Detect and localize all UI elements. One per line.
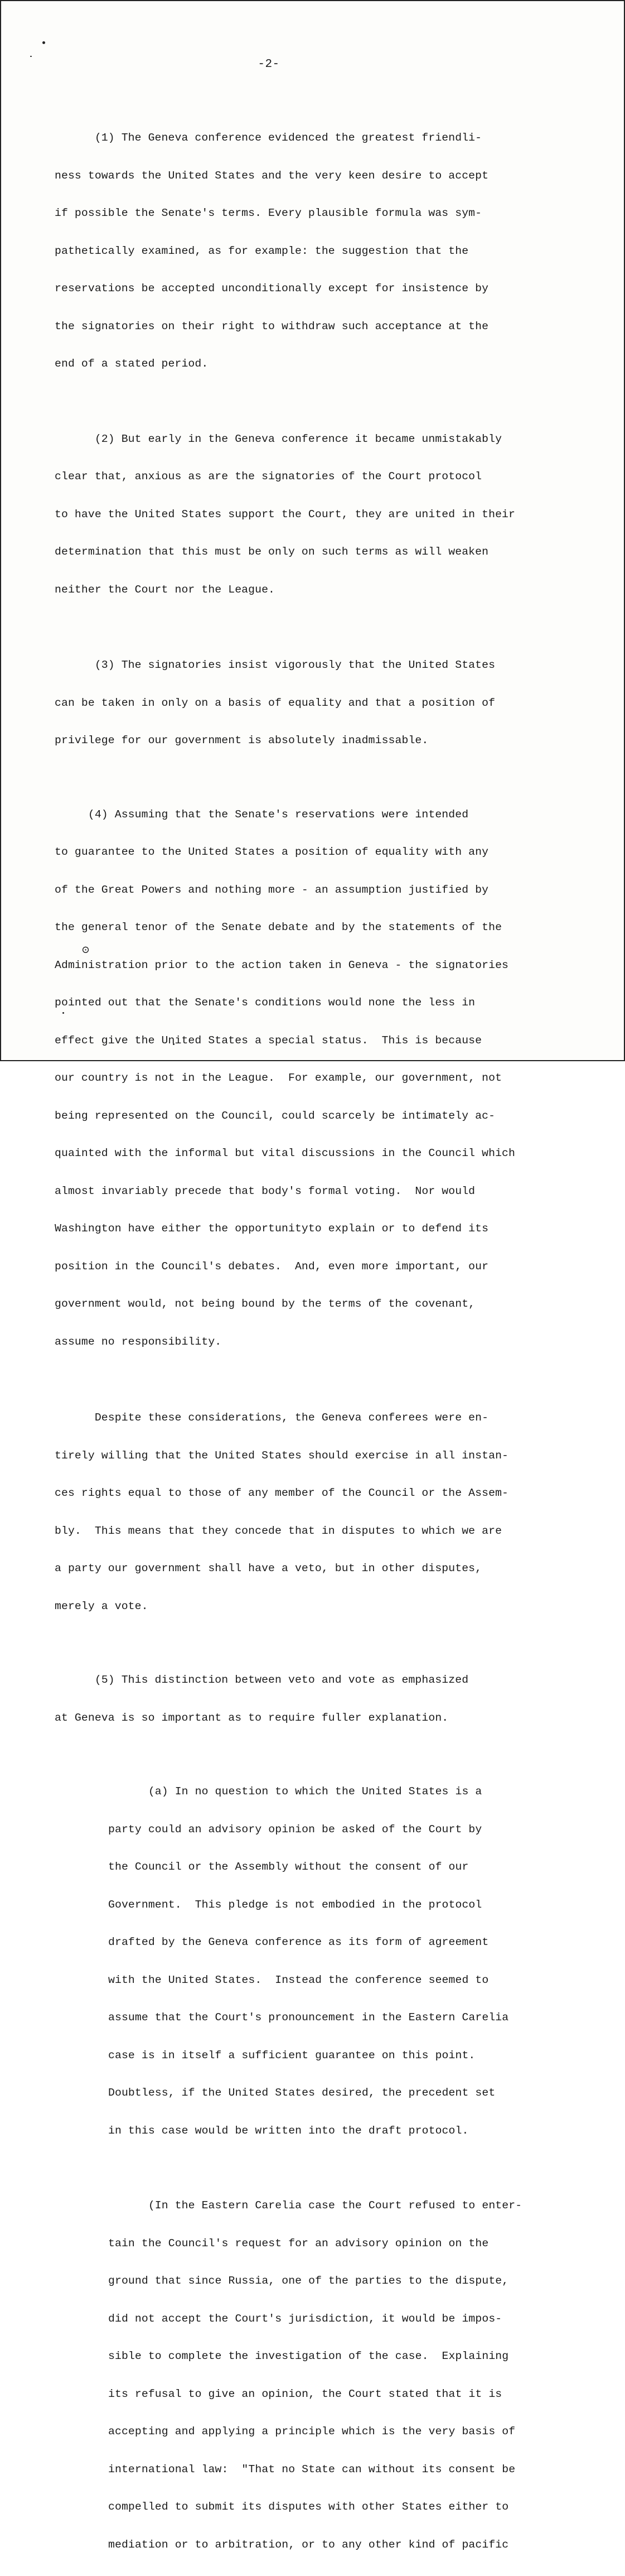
- text-line: tirely willing that the United States should exercise in all instan-: [55, 1449, 509, 1462]
- text-line: ground that since Russia, one of the parties to the dispute,: [108, 2275, 509, 2287]
- ink-speck: [30, 56, 32, 57]
- text-line: pointed out that the Senate's conditions would none the less in: [55, 996, 476, 1009]
- text-line: with the United States. Instead the conference seemed to: [108, 1973, 489, 1986]
- text-line: can be taken in only on a basis of equality and that a position of: [55, 696, 496, 709]
- text-line: merely a vote.: [55, 1600, 148, 1612]
- text-line: being represented on the Council, could scarcely be intimately ac-: [55, 1109, 496, 1122]
- text-line: its refusal to give an opinion, the Court stated that it is: [108, 2387, 502, 2400]
- text-line: accepting and applying a principle which is the very basis of: [108, 2425, 516, 2438]
- text-line: (In the Eastern Carelia case the Court refused to enter-: [108, 2199, 522, 2212]
- text-line: our country is not in the League. For example, our government, not: [55, 1072, 502, 1084]
- text-line: Doubtless, if the United States desired, the precedent set: [108, 2087, 496, 2099]
- text-line: if possible the Senate's terms. Every plausible formula was sym-: [55, 207, 482, 219]
- margin-circle-mark: ⊙: [81, 944, 90, 956]
- text-line: position in the Council's debates. And, even more important, our: [55, 1260, 489, 1273]
- paragraph-7: [55, 1760, 568, 2162]
- text-line: assume no responsibility.: [55, 1335, 222, 1348]
- text-line: Administration prior to the action taken in Geneva - the signatories: [55, 959, 509, 971]
- text-line: a party our government shall have a veto, but in other disputes,: [55, 1562, 482, 1575]
- text-line: almost invariably precede that body's formal voting. Nor would: [55, 1185, 476, 1197]
- text-line: ness towards the United States and the very keen desire to accept: [55, 169, 489, 182]
- text-line: (3) The signatories insist vigorously that the United States: [55, 659, 496, 671]
- text-line: (4) Assuming that the Senate's reservations were intended: [55, 808, 469, 821]
- text-line: Government. This pledge is not embodied in the protocol: [108, 1898, 482, 1911]
- text-line: drafted by the Geneva conference as its form of agreement: [108, 1936, 489, 1948]
- paragraph-2: [55, 408, 568, 622]
- text-line: bly. This means that they concede that in disputes to which we are: [55, 1524, 502, 1537]
- text-line: Despite these considerations, the Geneva conferees were en-: [55, 1412, 489, 1424]
- text-line: neither the Court nor the League.: [55, 583, 275, 596]
- text-line: quainted with the informal but vital discussions in the Council which: [55, 1147, 515, 1159]
- text-line: (1) The Geneva conference evidenced the greatest friendli-: [55, 132, 482, 144]
- text-line: pathetically examined, as for example: the suggestion that the: [55, 244, 469, 257]
- text-line: the Council or the Assembly without the consent of our: [108, 1861, 469, 1873]
- text-line: to have the United States support the Court, they are united in their: [55, 508, 515, 521]
- page-number: -2-: [258, 58, 280, 71]
- paragraph-3: [55, 634, 568, 772]
- text-line: ces rights equal to those of any member of the Council or the Assem-: [55, 1487, 509, 1499]
- paragraph-8: [55, 2174, 568, 2576]
- text-line: to guarantee to the United States a position of equality with any: [55, 846, 489, 858]
- text-line: clear that, anxious as are the signatories of the Court protocol: [55, 470, 482, 483]
- text-line: of the Great Powers and nothing more - an assumption justified by: [55, 883, 489, 896]
- text-line: privilege for our government is absolutely inadmissable.: [55, 734, 429, 747]
- text-line: mediation or to arbitration, or to any other kind of pacific: [108, 2538, 509, 2551]
- ink-speck: [42, 41, 45, 44]
- text-line: party could an advisory opinion be asked of the Court by: [108, 1823, 482, 1836]
- text-line: compelled to submit its disputes with other States either to: [108, 2501, 509, 2513]
- text-line: the general tenor of the Senate debate and by the statements of the: [55, 921, 502, 933]
- text-line: (2) But early in the Geneva conference it became unmistakably: [55, 432, 502, 445]
- text-line: government would, not being bound by the terms of the covenant,: [55, 1298, 476, 1310]
- paragraph-4: [55, 783, 568, 1374]
- paragraph-6: [55, 1649, 568, 1749]
- text-line: the signatories on their right to withdraw such acceptance at the: [55, 320, 489, 333]
- text-line: case is in itself a sufficient guarantee on this point.: [108, 2049, 476, 2062]
- text-line: sible to complete the investigation of the case. Explaining: [108, 2350, 509, 2362]
- paragraph-5: [55, 1386, 568, 1638]
- text-line: end of a stated period.: [55, 358, 209, 370]
- text-line: assume that the Court's pronouncement in the Eastern Carelia: [108, 2011, 509, 2024]
- text-line: Washington have either the opportunityto explain or to defend its: [55, 1222, 489, 1235]
- text-line: reservations be accepted unconditionally except for insistence by: [55, 282, 489, 295]
- text-line: did not accept the Court's jurisdiction, it would be impos-: [108, 2312, 502, 2325]
- text-line: determination that this must be only on such terms as will weaken: [55, 546, 489, 558]
- text-line: (a) In no question to which the United States is a: [108, 1785, 482, 1798]
- text-line: at Geneva is so important as to require fuller explanation.: [55, 1711, 449, 1724]
- text-line: tain the Council's request for an advisory opinion on the: [108, 2237, 489, 2250]
- text-line: effect give the United States a special status. This is because: [55, 1034, 482, 1047]
- text-line: international law: "That no State can without its consent be: [108, 2463, 516, 2476]
- body-text: [55, 107, 568, 2576]
- paragraph-1: [55, 107, 568, 396]
- text-line: in this case would be written into the draft protocol.: [108, 2124, 469, 2137]
- text-line: (5) This distinction between veto and vote as emphasized: [55, 1674, 469, 1686]
